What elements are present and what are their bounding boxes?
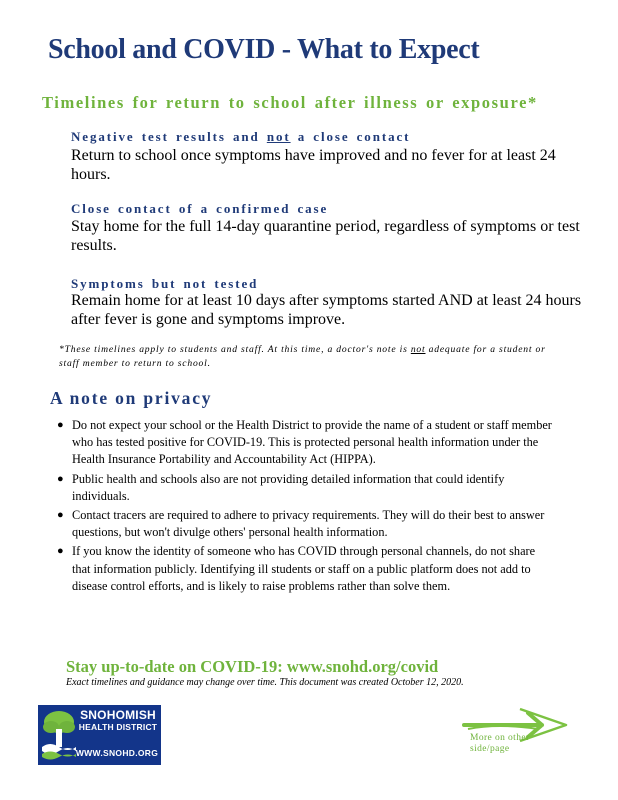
privacy-bullet-list (56, 417, 556, 597)
section-heading-emphasis: not (266, 129, 291, 144)
snohomish-health-district-logo (38, 705, 161, 765)
section-heading-close-contact: Close contact of a confirmed case (71, 201, 329, 216)
timelines-subtitle: Timelines for return to school after illness or exposure* (42, 93, 538, 112)
timelines-footnote (59, 343, 559, 371)
logo-line2: HEALTH DISTRICT (78, 722, 158, 732)
tree-water-icon (40, 707, 78, 763)
logo-name (76, 709, 160, 733)
bullet-dot-icon: ● (57, 419, 64, 431)
privacy-bullet (56, 507, 556, 541)
stay-updated-link[interactable]: Stay up-to-date on COVID-19: www.snohd.org/covid (66, 657, 439, 676)
privacy-heading: A note on privacy (50, 388, 213, 408)
privacy-bullet-text: Do not expect your school or the Health District to provide the name of a student or staff member who has tested positive for COVID-19. This is protected personal health information under the Health Insurance Portability and Accountability Act (HIPPA). (72, 418, 552, 467)
section-heading-symptoms-not-tested: Symptoms but not tested (71, 276, 259, 291)
privacy-bullet (56, 543, 556, 595)
disclaimer: Exact timelines and guidance may change over time. This document was created October 12, 2020. (66, 677, 464, 688)
footnote-part: adequate for a student or staff member to return to school. (59, 344, 546, 369)
bullet-dot-icon: ● (57, 509, 64, 522)
footnote-part: *These timelines apply to students and staff. At this time, a doctor's note is (59, 344, 411, 355)
privacy-bullet-text: Contact tracers are required to adhere to privacy requirements. They will do their best to answer questions, but won't divulge others' personal health information. (72, 508, 545, 540)
section-heading-negative-test (71, 129, 410, 145)
privacy-bullet (56, 417, 556, 469)
privacy-bullet-text: If you know the identity of someone who has COVID through personal channels, do not share that information publicly. Identifying ill students or staff on a public platform does not add to disease control efforts, and is likely to raise problems rather than solve them. (72, 544, 536, 593)
section-heading-part: Negative test results and (71, 129, 267, 144)
more-on-other-side-label: More on other side/page (470, 733, 530, 754)
footnote-emphasis: not (410, 344, 426, 355)
privacy-bullet-text: Public health and schools also are not providing detailed information that could identify individuals. (72, 471, 505, 503)
privacy-bullet (56, 471, 556, 505)
logo-line1: SNOHOMISH (80, 708, 156, 722)
section-body-negative-test: Return to school once symptoms have improved and no fever for at least 24 hours. (71, 147, 556, 183)
logo-url: WWW.SNOHD.ORG (75, 748, 159, 758)
page-title: School and COVID - What to Expect (48, 34, 480, 65)
section-body-close-contact: Stay home for the full 14-day quarantine period, regardless of symptoms or test results. (71, 218, 580, 254)
section-heading-part: a close contact (290, 129, 411, 144)
section-body-symptoms-not-tested: Remain home for at least 10 days after symptoms started AND at least 24 hours after fever is gone and symptoms improve. (71, 292, 582, 328)
bullet-dot-icon: ● (57, 472, 64, 485)
bullet-dot-icon: ● (57, 545, 64, 558)
